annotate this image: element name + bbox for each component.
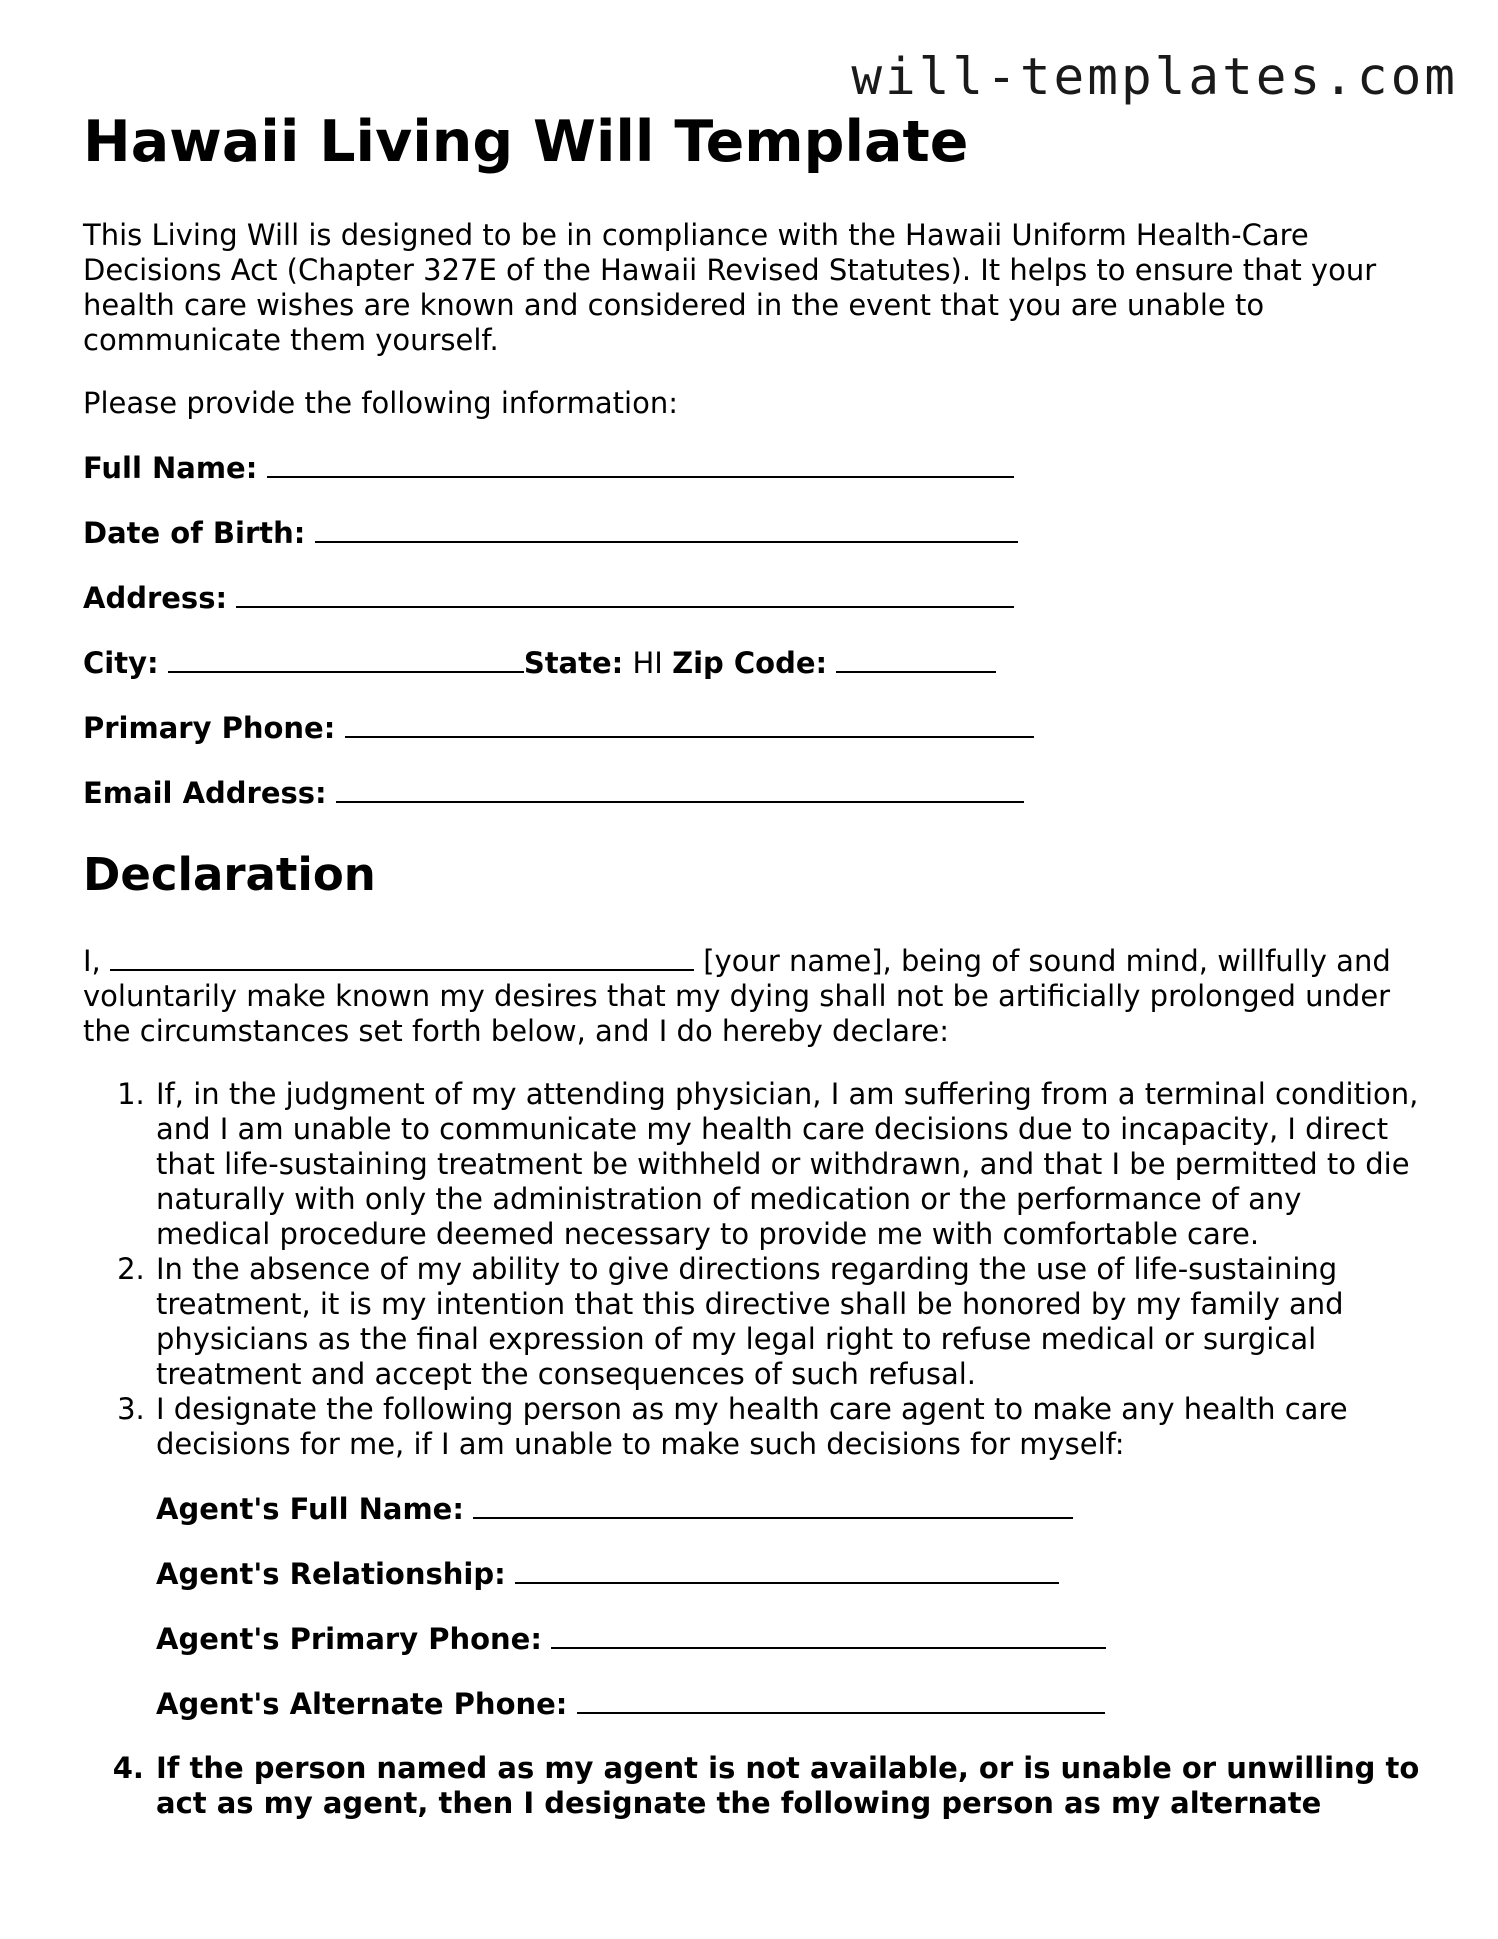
state-label: State:: [523, 646, 624, 680]
agent-alternate-phone-row: [156, 1686, 1423, 1722]
declaration-item-alternate: 4. If the person named as my agent is not available, or is unable or unwilling to act as my agent, then I designate the following person as my alternate: [154, 1751, 1423, 1821]
declaration-lead-prefix: I,: [83, 944, 101, 978]
agent-name-row: [156, 1491, 1423, 1527]
dob-label: Date of Birth:: [83, 516, 306, 550]
agent-fields: [156, 1491, 1423, 1722]
address-blank[interactable]: [236, 580, 1014, 608]
full-name-row: [83, 450, 1423, 486]
declaration-item: 1. If, in the judgment of my attending physician, I am suffering from a terminal condition, and I am unable to communicate my health care decisions due to incapacity, I direct that life-sustaining treatment be withheld or withdrawn, and that I be permitted to die naturally with only the administration of medication or the performance of any medical procedure deemed necessary to provide me with comfortable care.: [154, 1077, 1423, 1252]
info-prompt: Please provide the following information:: [83, 386, 678, 420]
agent-alternate-phone-label: Agent's Alternate Phone:: [156, 1687, 568, 1721]
zip-label: Zip Code:: [672, 646, 828, 680]
declaration-item-agent: [154, 1392, 1423, 1722]
dob-blank[interactable]: [315, 515, 1018, 543]
zip-blank[interactable]: [836, 645, 996, 673]
phone-label: Primary Phone:: [83, 711, 336, 745]
agent-relationship-row: [156, 1556, 1423, 1592]
city-state-zip-row: [83, 645, 1423, 681]
address-label: Address:: [83, 581, 228, 615]
document-page: [83, 108, 1423, 1821]
declarant-name-blank[interactable]: [110, 943, 694, 971]
declaration-item-text: I designate the following person as my health care agent to make any health care decisions for me, if I am unable to make such decisions for myself:: [156, 1392, 1348, 1461]
city-label: City:: [83, 646, 159, 680]
declaration-list: [83, 1077, 1423, 1821]
email-row: [83, 775, 1423, 811]
agent-primary-phone-blank[interactable]: [551, 1621, 1106, 1649]
declaration-heading: Declaration: [83, 848, 376, 901]
agent-primary-phone-label: Agent's Primary Phone:: [156, 1622, 542, 1656]
declaration-lead: [83, 943, 1423, 1049]
agent-primary-phone-row: [156, 1621, 1423, 1657]
agent-name-blank[interactable]: [473, 1491, 1073, 1519]
declaration-item: 2. In the absence of my ability to give directions regarding the use of life-sustaining treatment, it is my intention that this directive shall be honored by my family and physicians as the final expression of my legal right to refuse medical or surgical treatment and accept the consequences of such refusal.: [154, 1252, 1423, 1392]
full-name-label: Full Name:: [83, 451, 258, 485]
full-name-blank[interactable]: [267, 450, 1014, 478]
agent-relationship-label: Agent's Relationship:: [156, 1557, 506, 1591]
agent-relationship-blank[interactable]: [515, 1556, 1059, 1584]
intro-paragraph: This Living Will is designed to be in compliance with the Hawaii Uniform Health-Care Decisions Act (Chapter 327E of the Hawaii Revised Statutes). It helps to ensure that your health care wishes are known and considered in the event that you are unable to communicate them yourself.: [83, 218, 1377, 357]
email-label: Email Address:: [83, 776, 327, 810]
phone-row: [83, 710, 1423, 746]
declaration-lead-text: [your name], being of sound mind, willfully and voluntarily make known my desires that my dying shall not be artificially prolonged under the circumstances set forth below, and I do hereby declare:: [83, 944, 1391, 1048]
phone-blank[interactable]: [345, 710, 1034, 738]
document-title: Hawaii Living Will Template: [83, 109, 969, 175]
agent-name-label: Agent's Full Name:: [156, 1492, 464, 1526]
watermark-site-name: will-templates.com: [851, 48, 1458, 107]
dob-row: [83, 515, 1423, 551]
city-blank[interactable]: [168, 645, 524, 673]
agent-alternate-phone-blank[interactable]: [577, 1686, 1105, 1714]
state-value: HI: [632, 646, 663, 680]
address-row: [83, 580, 1423, 616]
email-blank[interactable]: [336, 775, 1024, 803]
